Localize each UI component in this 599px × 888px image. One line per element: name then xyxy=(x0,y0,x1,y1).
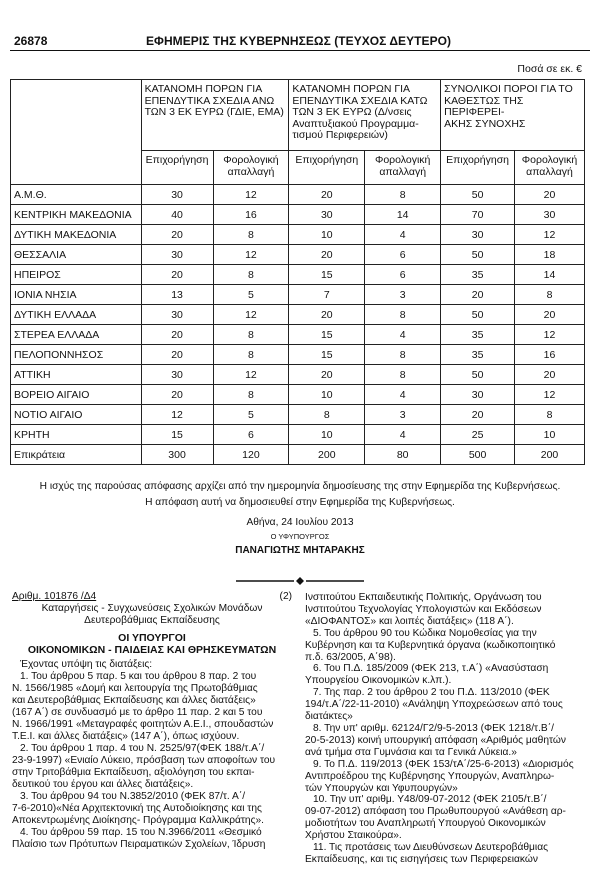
table-row xyxy=(11,245,585,265)
page-number: 26878 xyxy=(14,34,48,48)
text-line: 8. Την υπ' αριθμ. 62124/Γ2/9-5-2013 (ΦΕΚ 1218/τ.Β΄/ xyxy=(313,722,554,734)
decision-left-text xyxy=(12,671,292,851)
region-cell: ΘΕΣΣΑΛΙΑ xyxy=(11,245,142,265)
region-cell: Επικράτεια xyxy=(11,445,142,465)
value-cell: 16 xyxy=(213,205,289,225)
value-cell: 30 xyxy=(141,245,213,265)
value-cell: 40 xyxy=(141,205,213,225)
value-cell: 6 xyxy=(365,265,441,285)
value-cell: 20 xyxy=(515,365,585,385)
decision-left-column xyxy=(12,591,292,851)
region-cell: ΙΟΝΙΑ ΝΗΣΙΑ xyxy=(11,285,142,305)
region-cell: ΒΟΡΕΙΟ ΑΙΓΑΙΟ xyxy=(11,385,142,405)
text-line: δευτικού του έργου και άλλες διατάξεις». xyxy=(12,779,194,790)
region-cell: Α.Μ.Θ. xyxy=(11,185,142,205)
text-line: Αντιπροέδρου της Κυβέρνησης Υπουργών, Αναπληρω- xyxy=(305,770,555,782)
region-header-cell xyxy=(11,80,142,185)
value-cell: 8 xyxy=(213,345,289,365)
sub-header-line: απαλλαγή xyxy=(379,166,427,178)
text-line: Ν. 1566/1985 «Δομή και λειτουργία της Πρωτοβάθμιας xyxy=(12,683,258,694)
text-line: Ινστιτούτου Εκπαιδευτικής Πολιτικής, Οργάνωση του xyxy=(305,592,542,603)
value-cell: 10 xyxy=(289,425,365,445)
value-cell: 15 xyxy=(289,265,365,285)
value-cell: 16 xyxy=(515,345,585,365)
value-cell: 50 xyxy=(441,245,515,265)
region-cell: ΑΤΤΙΚΗ xyxy=(11,365,142,385)
section-divider-ornament xyxy=(236,577,364,585)
value-cell: 15 xyxy=(141,425,213,445)
value-cell: 12 xyxy=(141,405,213,425)
value-cell: 10 xyxy=(515,425,585,445)
text-line: Πλαίσιο των Πρότυπων Πειραματικών Σχολείων, Ίδρυση xyxy=(12,839,266,850)
group-header-line: ΚΑΘΕΣΤΩΣ ΤΗΣ ΠΕΡΙΦΕΡΕΙ- xyxy=(444,94,524,118)
sub-header-line: απαλλαγή xyxy=(227,166,275,178)
value-cell: 20 xyxy=(289,185,365,205)
region-cell: ΔΥΤΙΚΗ ΕΛΛΑΔΑ xyxy=(11,305,142,325)
value-cell: 25 xyxy=(441,425,515,445)
value-cell: 12 xyxy=(213,365,289,385)
text-line: στην Τριτοβάθμια Εκπαίδευση, αξιολόγηση του εκπαι- xyxy=(12,767,255,778)
decision-heading-line: ΟΙΚΟΝΟΜΙΚΩΝ - ΠΑΙΔΕΙΑΣ ΚΑΙ ΘΡΗΣΚΕΥΜΑΤΩΝ xyxy=(27,644,277,656)
sub-header-line: Φορολογική xyxy=(223,154,279,166)
text-line: Αποκεντρωμένης Διοίκησης- Πρόγραμμα Καλλικράτης». xyxy=(12,815,264,826)
group-header-line: Αναπτυξιακού Προγραμμα- xyxy=(292,117,419,130)
value-cell: 20 xyxy=(141,345,213,365)
value-cell: 200 xyxy=(289,445,365,465)
value-cell: 20 xyxy=(289,245,365,265)
value-cell: 35 xyxy=(441,265,515,285)
value-cell: 20 xyxy=(441,285,515,305)
value-cell: 12 xyxy=(213,245,289,265)
value-cell: 4 xyxy=(365,225,441,245)
value-cell: 6 xyxy=(213,425,289,445)
value-cell: 8 xyxy=(213,325,289,345)
text-line: 9. Το Π.Δ. 119/2013 (ΦΕΚ 153/τΑ΄/25-6-2013) «Διορισμός xyxy=(313,758,574,770)
value-cell: 20 xyxy=(289,305,365,325)
value-cell: 30 xyxy=(141,305,213,325)
signatory-title: Ο ΥΦΥΠΟΥΡΓΟΣ xyxy=(270,532,330,541)
group-header-line: ΚΑΤΑΝΟΜΗ ΠΟΡΩΝ ΓΙΑ xyxy=(292,83,411,95)
group-header-line: ΣΥΝΟΛΙΚΟΙ ΠΟΡΟΙ ΓΙΑ ΤΟ xyxy=(444,83,573,95)
sub-header-cell xyxy=(365,151,441,185)
sub-header-cell xyxy=(441,151,515,185)
value-cell: 13 xyxy=(141,285,213,305)
text-line: 4. Του άρθρου 59 παρ. 15 του Ν.3966/2011 «Θεσμικό xyxy=(20,827,262,838)
text-line: Υπουργείου Οικονομικών κ.λπ.). xyxy=(305,675,452,687)
sub-header-line: Επιχορήγηση xyxy=(446,154,510,166)
region-cell: ΣΤΕΡΕΑ ΕΛΛΑΔΑ xyxy=(11,325,142,345)
value-cell: 12 xyxy=(515,385,585,405)
decision-subject-line: Καταργήσεις - Συγχωνεύσεις Σχολικών Μονάδων xyxy=(41,603,263,614)
value-cell: 30 xyxy=(289,205,365,225)
text-line: 3. Του άρθρου 94 του Ν.3852/2010 (ΦΕΚ 87/τ. Α΄/ xyxy=(20,791,246,802)
table-row xyxy=(11,325,585,345)
text-line: 5. Του άρθρου 90 του Κώδικα Νομοθεσίας για την xyxy=(313,627,537,639)
value-cell: 3 xyxy=(365,285,441,305)
text-line: 1. Του άρθρου 5 παρ. 5 και του άρθρου 8 παρ. 2 του xyxy=(20,671,257,682)
allocation-table xyxy=(10,79,585,465)
value-cell: 14 xyxy=(515,265,585,285)
table-row xyxy=(11,385,585,405)
header-rule xyxy=(10,50,590,51)
text-line: 7-6-2010)«Νέα Αρχιτεκτονική της Αυτοδιοίκησης και της xyxy=(12,803,262,814)
value-cell: 10 xyxy=(289,225,365,245)
group-header-line: ΕΠΕΝΔΥΤΙΚΑ ΣΧΕΔΙΑ ΚΑΤΩ xyxy=(292,94,428,107)
decision-subject-line: Δευτεροβάθμιας Εκπαίδευσης xyxy=(84,615,220,626)
signatory-name: ΠΑΝΑΓΙΩΤΗΣ ΜΗΤΑΡΑΚΗΣ xyxy=(235,545,365,556)
value-cell: 8 xyxy=(213,225,289,245)
decision-right-column xyxy=(305,592,589,866)
group-header-line: ΚΑΤΑΝΟΜΗ ΠΟΡΩΝ ΓΙΑ xyxy=(144,83,263,95)
value-cell: 3 xyxy=(365,405,441,425)
table-row xyxy=(11,405,585,425)
decision-number-line xyxy=(12,591,292,603)
text-line: «ΔΙΟΦΑΝΤΟΣ» και λοιπές διατάξεις» (118 Α΄). xyxy=(305,615,514,627)
value-cell: 5 xyxy=(213,285,289,305)
table-group-header-row xyxy=(11,80,585,151)
sub-header-line: Φορολογική xyxy=(521,154,578,166)
region-cell: ΝΟΤΙΟ ΑΙΓΑΙΟ xyxy=(11,405,142,425)
value-cell: 200 xyxy=(515,445,585,465)
text-line: Χρήστου Σταικούρα». xyxy=(305,830,402,842)
sub-header-cell xyxy=(213,151,289,185)
value-cell: 20 xyxy=(441,405,515,425)
value-cell: 20 xyxy=(141,385,213,405)
value-cell: 4 xyxy=(365,425,441,445)
value-cell: 30 xyxy=(441,385,515,405)
text-line: 2. Του άρθρου 1 παρ. 4 του Ν. 2525/97(ΦΕΚ 188/τ.Α΄/ xyxy=(20,743,265,754)
text-line: Τ.Ε.Ι. και άλλες διατάξεις» (147 Α΄), όπως ισχύουν. xyxy=(12,731,240,742)
text-line: τών Υπουργών και Υφυπουργών» xyxy=(305,782,458,794)
value-cell: 50 xyxy=(441,185,515,205)
value-cell: 5 xyxy=(213,405,289,425)
value-cell: 15 xyxy=(289,325,365,345)
decision-index: (2) xyxy=(279,591,292,602)
text-line: Ινστιτούτου Τεχνολογίας Υπολογιστών και Εκδόσεων xyxy=(305,603,542,615)
decision-right-text xyxy=(305,592,589,866)
value-cell: 8 xyxy=(515,405,585,425)
value-cell: 12 xyxy=(213,305,289,325)
value-cell: 4 xyxy=(365,325,441,345)
value-cell: 18 xyxy=(515,245,585,265)
value-cell: 8 xyxy=(365,305,441,325)
sub-header-cell xyxy=(515,151,585,185)
value-cell: 12 xyxy=(213,185,289,205)
group-header-line: ΕΠΕΝΔΥΤΙΚΑ ΣΧΕΔΙΑ ΑΝΩ xyxy=(144,94,275,107)
publication-clause: Η απόφαση αυτή να δημοσιευθεί στην Εφημερίδα της Κυβερνήσεως. xyxy=(145,497,455,508)
group-header-cell xyxy=(141,80,289,151)
group-header-line: τισμού Περιφερειών) xyxy=(292,129,388,141)
table-row xyxy=(11,305,585,325)
value-cell: 35 xyxy=(441,345,515,365)
group-header-line: ΑΚΗΣ ΣΥΝΟΧΗΣ xyxy=(444,117,526,130)
text-line: και Δευτεροβάθμιας Εκπαίδευσης και άλλες διατάξεις» xyxy=(12,695,256,706)
text-line: Ν. 1966/1991 «Μεταγραφές φοιτητών Α.Ε.Ι., σπουδαστών xyxy=(12,719,274,730)
text-line: 20-5-2013) κοινή υπουργική απόφαση «Αριθμός μαθητών xyxy=(305,734,566,746)
value-cell: 8 xyxy=(213,385,289,405)
text-line: διατάκτες» xyxy=(305,711,353,723)
sub-header-line: Επιχορήγηση xyxy=(145,154,209,166)
text-line: ανά τμήμα στα Γυμνάσια και τα Γενικά Λύκεια.» xyxy=(305,746,517,758)
value-cell: 20 xyxy=(141,325,213,345)
value-cell: 7 xyxy=(289,285,365,305)
region-cell: ΠΕΛΟΠΟΝΝΗΣΟΣ xyxy=(11,345,142,365)
value-cell: 12 xyxy=(515,325,585,345)
value-cell: 6 xyxy=(365,245,441,265)
value-cell: 20 xyxy=(141,265,213,285)
text-line: 7. Της παρ. 2 του άρθρου 2 του Π.Δ. 113/2010 (ΦΕΚ xyxy=(313,687,550,699)
text-line: 09-07-2012) απόφαση του Πρωθυπουργού «Ανάθεση αρ- xyxy=(305,806,566,818)
text-line: μοδιοτήτων του Αναπληρωτή Υπουργού Οικονομικών xyxy=(305,818,546,830)
value-cell: 20 xyxy=(515,185,585,205)
value-cell: 10 xyxy=(289,385,365,405)
table-row xyxy=(11,265,585,285)
text-line: (167 Α΄) σε συνδυασμό με το άρθρο 11 παρ. 2 και 5 του xyxy=(12,707,263,718)
region-cell: ΔΥΤΙΚΗ ΜΑΚΕΔΟΝΙΑ xyxy=(11,225,142,245)
value-cell: 14 xyxy=(365,205,441,225)
value-cell: 120 xyxy=(213,445,289,465)
table-row xyxy=(11,365,585,385)
page-header xyxy=(10,34,590,48)
text-line: 23-9-1997) «Ενιαίο Λύκειο, πρόσβαση των αποφοίτων του xyxy=(12,755,276,766)
value-cell: 300 xyxy=(141,445,213,465)
value-cell: 30 xyxy=(441,225,515,245)
value-cell: 30 xyxy=(515,205,585,225)
value-cell: 8 xyxy=(289,405,365,425)
text-line: Κυβέρνηση και τα Κυβερνητικά όργανα (κωδικοποιητικό xyxy=(305,639,556,651)
text-line: 194/τ.Α΄/22-11-2010) «Ανάληψη Υποχρεώσεων από τους xyxy=(305,699,563,711)
value-cell: 50 xyxy=(441,365,515,385)
table-row xyxy=(11,345,585,365)
sub-header-cell xyxy=(289,151,365,185)
group-header-cell xyxy=(441,80,585,151)
region-cell: ΚΕΝΤΡΙΚΗ ΜΑΚΕΔΟΝΙΑ xyxy=(11,205,142,225)
table-row xyxy=(11,225,585,245)
sub-header-cell xyxy=(141,151,213,185)
value-cell: 20 xyxy=(141,225,213,245)
value-cell: 15 xyxy=(289,345,365,365)
value-cell: 30 xyxy=(141,185,213,205)
text-line: Εκπαίδευσης, και τις εισηγήσεις των Περιφερειακών xyxy=(305,853,538,865)
text-line: 11. Τις προτάσεις των Διευθύνσεων Δευτεροβάθμιας xyxy=(313,842,548,854)
table-row xyxy=(11,445,585,465)
value-cell: 80 xyxy=(365,445,441,465)
region-cell: ΗΠΕΙΡΟΣ xyxy=(11,265,142,285)
group-header-line: ΤΩΝ 3 ΕΚ ΕΥΡΩ (Δ/νσεις xyxy=(292,106,412,118)
sub-header-line: Επιχορήγηση xyxy=(295,154,359,166)
value-cell: 50 xyxy=(441,305,515,325)
group-header-line: ΤΩΝ 3 ΕΚ ΕΥΡΩ (ΓΔΙΕ, ΕΜΑ) xyxy=(144,106,284,118)
validity-clause: Η ισχύς της παρούσας απόφασης αρχίζει από την ημερομηνία δημοσίευσης της στην Εφημερίδα της Κυβερνήσεως. xyxy=(39,481,561,492)
value-cell: 20 xyxy=(515,305,585,325)
gazette-title: ΕΦΗΜΕΡΙΣ ΤΗΣ ΚΥΒΕΡΝΗΣΕΩΣ (ΤΕΥΧΟΣ ΔΕΥΤΕΡΟ) xyxy=(146,34,452,48)
value-cell: 8 xyxy=(515,285,585,305)
value-cell: 8 xyxy=(365,185,441,205)
value-cell: 8 xyxy=(365,345,441,365)
decision-number: Αριθμ. 101876 /Δ4 xyxy=(12,591,97,602)
amount-note: Ποσά σε εκ. € xyxy=(517,63,582,75)
value-cell: 20 xyxy=(289,365,365,385)
sub-header-line: απαλλαγή xyxy=(526,166,573,178)
value-cell: 8 xyxy=(365,365,441,385)
value-cell: 4 xyxy=(365,385,441,405)
text-line: 10. Την υπ' αριθμ. Υ48/09-07-2012 (ΦΕΚ 2105/τ.Β΄/ xyxy=(313,794,547,806)
text-line: 6. Του Π.Δ. 185/2009 (ΦΕΚ 213, τ.Α΄) «Ανασύσταση xyxy=(313,663,549,675)
place-date: Αθήνα, 24 Ιουλίου 2013 xyxy=(246,517,354,528)
table-row xyxy=(11,285,585,305)
table-row xyxy=(11,425,585,445)
value-cell: 500 xyxy=(441,445,515,465)
value-cell: 8 xyxy=(213,265,289,285)
decision-intro: Έχοντας υπόψη τις διατάξεις: xyxy=(20,659,153,670)
region-cell: ΚΡΗΤΗ xyxy=(11,425,142,445)
value-cell: 35 xyxy=(441,325,515,345)
value-cell: 12 xyxy=(515,225,585,245)
value-cell: 70 xyxy=(441,205,515,225)
table-row xyxy=(11,185,585,205)
sub-header-line: Φορολογική xyxy=(374,154,431,166)
decision-heading-line: ΟΙ ΥΠΟΥΡΓΟΙ xyxy=(118,632,186,644)
value-cell: 30 xyxy=(141,365,213,385)
text-line: π.δ. 63/2005, Α΄98). xyxy=(305,651,396,663)
table-row xyxy=(11,205,585,225)
group-header-cell xyxy=(289,80,441,151)
